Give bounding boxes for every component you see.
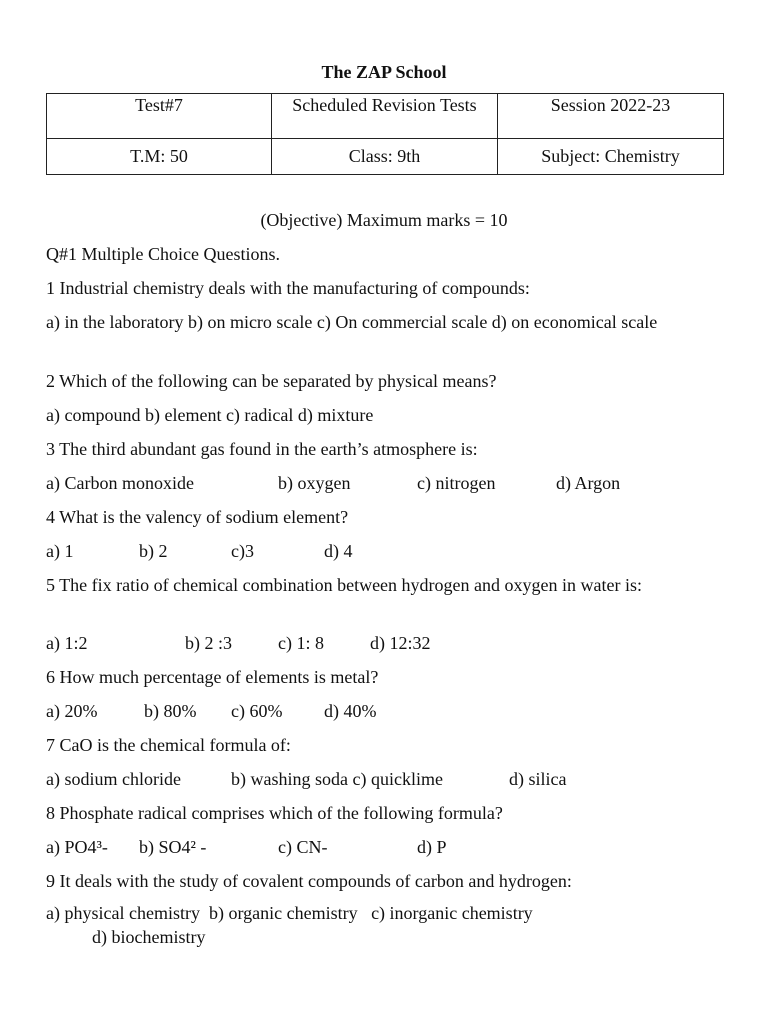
question-6-option-d: d) 40% — [324, 701, 377, 721]
question-3-option-d: d) Argon — [556, 473, 621, 493]
question-3-option-c: c) nitrogen — [417, 473, 496, 493]
question-2: 2 Which of the following can be separated by physical means? — [46, 371, 497, 391]
question-8-option-d: d) P — [417, 837, 447, 857]
question-6-option-a: a) 20% — [46, 701, 98, 721]
test-number-cell: Test#7 — [47, 94, 272, 139]
question-4: 4 What is the valency of sodium element? — [46, 507, 349, 527]
class-cell: Class: 9th — [272, 139, 498, 175]
question-8-option-a: a) PO4³- — [46, 837, 108, 857]
objective-heading: (Objective) Maximum marks = 10 — [260, 210, 508, 230]
question-8-option-b: b) SO4² - — [139, 837, 207, 857]
question-5-option-d: d) 12:32 — [370, 633, 431, 653]
question-4-option-d: d) 4 — [324, 541, 353, 561]
question-3: 3 The third abundant gas found in the earth’s atmosphere is: — [46, 439, 478, 459]
question-7-option-b-c: b) washing soda c) quicklime — [231, 769, 443, 789]
question-7: 7 CaO is the chemical formula of: — [46, 735, 291, 755]
question-4-option-b: b) 2 — [139, 541, 168, 561]
question-9: 9 It deals with the study of covalent compounds of carbon and hydrogen: — [46, 871, 572, 891]
section-title: Q#1 Multiple Choice Questions. — [46, 244, 280, 264]
question-7-option-a: a) sodium chloride — [46, 769, 181, 789]
session-cell: Session 2022-23 — [498, 94, 724, 139]
question-4-option-a: a) 1 — [46, 541, 74, 561]
question-5: 5 The fix ratio of chemical combination between hydrogen and oxygen in water is: — [46, 575, 642, 595]
subject-cell: Subject: Chemistry — [498, 139, 724, 175]
question-2-options: a) compound b) element c) radical d) mixture — [46, 405, 374, 425]
question-7-option-d: d) silica — [509, 769, 567, 789]
school-name: The ZAP School — [321, 62, 447, 82]
question-6-option-c: c) 60% — [231, 701, 283, 721]
header-table — [46, 93, 724, 175]
question-5-option-a: a) 1:2 — [46, 633, 88, 653]
question-9-options-line-2: d) biochemistry — [92, 927, 206, 947]
total-marks-cell: T.M: 50 — [47, 139, 272, 175]
question-5-option-c: c) 1: 8 — [278, 633, 324, 653]
question-3-option-b: b) oxygen — [278, 473, 351, 493]
question-6: 6 How much percentage of elements is metal? — [46, 667, 379, 687]
question-5-option-b: b) 2 :3 — [185, 633, 232, 653]
question-8: 8 Phosphate radical comprises which of the following formula? — [46, 803, 503, 823]
question-1-options: a) in the laboratory b) on micro scale c) On commercial scale d) on economical scale — [46, 312, 658, 332]
question-8-option-c: c) CN- — [278, 837, 328, 857]
question-4-option-c: c)3 — [231, 541, 254, 561]
question-9-options-line-1: a) physical chemistry b) organic chemistry c) inorganic chemistry — [46, 903, 533, 923]
question-3-option-a: a) Carbon monoxide — [46, 473, 194, 493]
question-1: 1 Industrial chemistry deals with the manufacturing of compounds: — [46, 278, 530, 298]
test-type-cell: Scheduled Revision Tests — [272, 94, 498, 139]
question-6-option-b: b) 80% — [144, 701, 197, 721]
